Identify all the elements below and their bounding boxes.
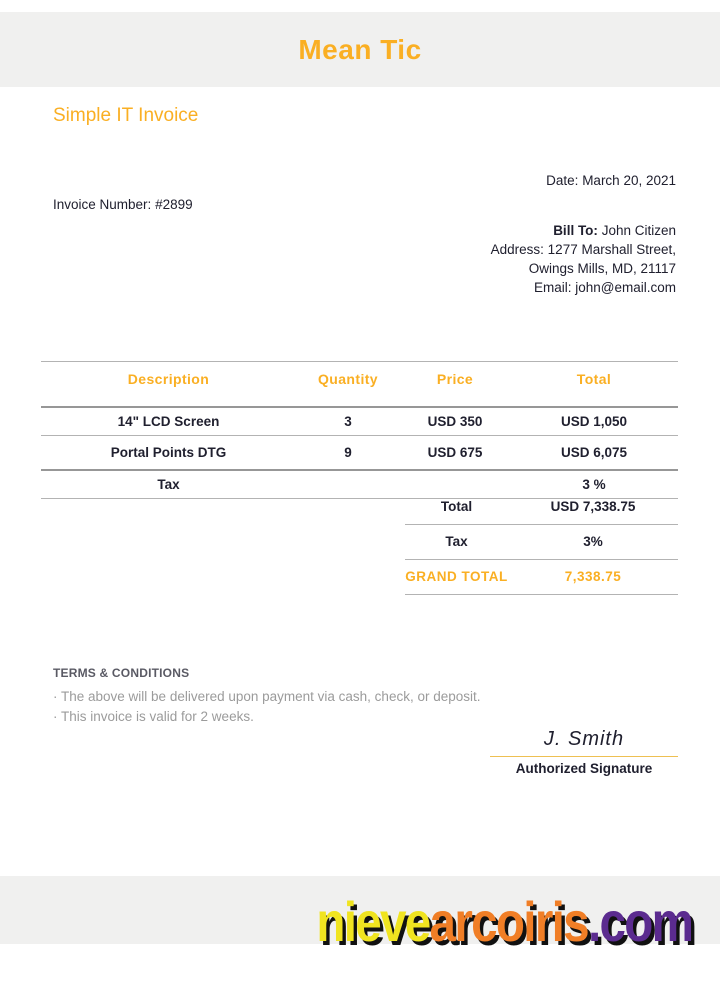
- invoice-title: Simple IT Invoice: [53, 105, 199, 126]
- signature-label: Authorized Signature: [515, 761, 653, 776]
- grand-total-label: GRAND TOTAL: [405, 569, 508, 584]
- summary-row-grand-total: [405, 560, 678, 595]
- terms-heading: TERMS & CONDITIONS: [53, 666, 190, 680]
- summary-tax-label: Tax: [445, 534, 468, 549]
- cell-description: Portal Points DTG: [110, 445, 227, 460]
- signature-name: J. Smith: [543, 728, 625, 750]
- cell-total: USD 6,075: [560, 445, 628, 460]
- bill-to-name-line: [491, 221, 676, 240]
- table-row: [41, 436, 678, 471]
- column-header-quantity: Quantity: [318, 371, 378, 387]
- signature-block: [490, 728, 678, 776]
- column-header-description: Description: [127, 371, 210, 387]
- summary-block: [405, 490, 678, 595]
- invoice-number-label: Invoice Number:: [53, 197, 152, 212]
- bill-to-name: John Citizen: [601, 223, 676, 238]
- bill-to-block: [491, 221, 676, 297]
- table-row: [41, 408, 678, 436]
- bill-to-address-line2: Owings Mills, MD, 21117: [528, 261, 676, 276]
- cell-price: USD 350: [427, 414, 483, 429]
- header-band: [0, 12, 720, 87]
- summary-total-label: Total: [440, 499, 473, 514]
- cell-description: 14" LCD Screen: [117, 414, 220, 429]
- date-value: March 20, 2021: [582, 173, 676, 188]
- watermark-text: [316, 890, 692, 953]
- summary-tax-value: 3%: [583, 534, 603, 549]
- items-table-header-row: [41, 362, 678, 408]
- bill-to-label: Bill To:: [553, 223, 598, 238]
- invoice-date: [546, 173, 676, 188]
- cell-total: USD 1,050: [560, 414, 628, 429]
- email-value: john@email.com: [575, 280, 676, 295]
- cell-total: 3 %: [582, 477, 606, 492]
- watermark-part-arcoiris: arcoiris: [429, 890, 588, 953]
- column-header-total: Total: [576, 371, 612, 387]
- email-label: Email:: [533, 280, 572, 295]
- summary-row-tax: [405, 525, 678, 560]
- watermark-part-nieve: nieve: [316, 890, 430, 953]
- grand-total-value: 7,338.75: [564, 569, 622, 584]
- terms-line-2: · This invoice is valid for 2 weeks.: [53, 708, 254, 724]
- bill-to-email-line: [491, 278, 676, 297]
- cell-quantity: 3: [344, 414, 352, 429]
- cell-description: Tax: [157, 477, 180, 492]
- column-header-price: Price: [436, 371, 474, 387]
- address-value: 1277 Marshall Street,: [547, 242, 676, 257]
- bill-to-address-line1: [491, 240, 676, 259]
- cell-quantity: 9: [344, 445, 352, 460]
- address-label: Address:: [490, 242, 544, 257]
- company-name: Mean Tic: [298, 33, 422, 65]
- invoice-number: [53, 197, 193, 212]
- date-label: Date:: [546, 173, 579, 188]
- summary-row-total: [405, 490, 678, 525]
- terms-section: [53, 666, 481, 726]
- watermark-part-com: .com: [587, 890, 692, 953]
- invoice-number-value: #2899: [155, 197, 193, 212]
- items-table: [41, 361, 678, 499]
- cell-price: USD 675: [427, 445, 483, 460]
- summary-total-value: USD 7,338.75: [550, 499, 636, 514]
- terms-line-1: · The above will be delivered upon payment via cash, check, or deposit.: [53, 689, 481, 704]
